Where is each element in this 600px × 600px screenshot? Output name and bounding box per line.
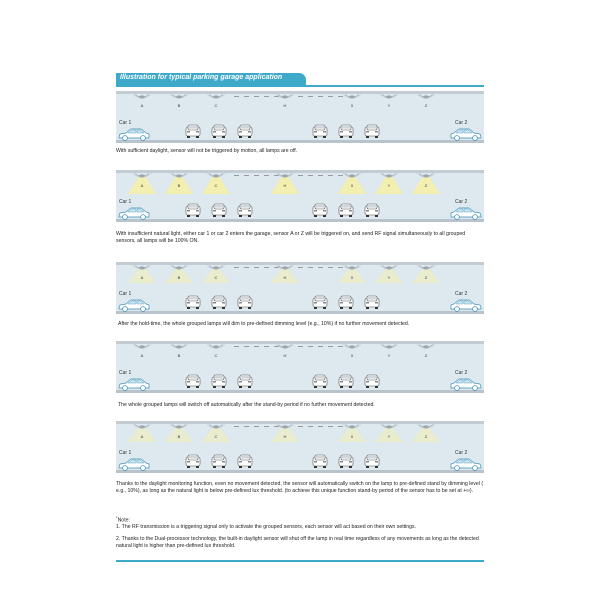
ceiling (116, 341, 484, 344)
ceiling-dash (298, 267, 303, 268)
garage-illustration (116, 170, 484, 222)
note-1: 1. The RF transmission is a triggering signal only to activate the grouped sensors, each sensor will act based on their own settings. (116, 524, 417, 530)
sensor-label: X (350, 183, 354, 188)
parked-car (186, 375, 200, 388)
parked-car (339, 455, 353, 468)
parked-car (212, 375, 226, 388)
ceiling-dash (254, 267, 259, 268)
ceiling-dash (234, 175, 239, 176)
sensor-label: Y (387, 183, 391, 188)
parked-car (313, 296, 327, 309)
parked-car (365, 296, 379, 309)
sensor-label: B (177, 275, 181, 280)
ceiling-dash (244, 346, 249, 347)
sensor-label: X (350, 275, 354, 280)
ceiling-dash (328, 267, 333, 268)
sensor-label: B (177, 353, 181, 358)
parked-car (238, 455, 252, 468)
scene-caption: After the hold-time, the whole grouped lamps will dim to pre-defined dimming level (e.g., 10%) if no further movement detected. (118, 321, 410, 327)
ceiling-dash (234, 96, 239, 97)
sensor-label: H (283, 275, 287, 280)
scene-diagram (116, 91, 484, 143)
car-2-label: Car 2 (455, 450, 468, 456)
ceiling (116, 170, 484, 173)
sensor-label: B (177, 434, 181, 439)
parked-car (339, 125, 353, 138)
ceiling-dash (318, 96, 323, 97)
sensor-label: Z (424, 353, 428, 358)
title-divider (116, 85, 484, 87)
scene-caption: The whole grouped lamps will switch off automatically after the stand-by period if no further movement detected. (118, 402, 375, 408)
ceiling-dash (338, 96, 343, 97)
sensor-label: H (283, 434, 287, 439)
sensor-label: C (214, 103, 218, 108)
note-title: *Note: (116, 515, 130, 524)
sensor-label: H (283, 103, 287, 108)
parked-car (313, 375, 327, 388)
sensor-label: Y (387, 103, 391, 108)
note-title-text: Note: (117, 517, 130, 524)
parked-car (365, 204, 379, 217)
ceiling-dash (244, 175, 249, 176)
scene-diagram (116, 170, 484, 222)
ceiling-dash (328, 175, 333, 176)
ceiling-dash (318, 426, 323, 427)
floor (116, 470, 484, 473)
ceiling-dash (298, 175, 303, 176)
car-1-label: Car 1 (119, 291, 132, 297)
sensor-label: A (140, 183, 144, 188)
page-title: Illustration for typical parking garage application (120, 74, 283, 81)
ceiling-dash (234, 346, 239, 347)
ceiling-dash (244, 96, 249, 97)
sensor-label: Y (387, 434, 391, 439)
sensor-label: C (214, 434, 218, 439)
sensor-label: A (140, 353, 144, 358)
scene-caption: Thanks to the daylight monitoring function, even no movement detected, the sensor will automatically switch on the lamp to pre-defined stand by dimming level ( e.g., 10%), as long as the natural light is below pre-defined lux threshold. (to achieve this unique function stand-by period of the sensor has to be set at +∞). (116, 481, 484, 495)
note-2: 2. Thanks to the Dual-processor technology, the built-in daylight sensor will shut off the lamp in real time regardless of any movements as long as the detected natural light is higher than pre-defined lux threshold. (116, 536, 479, 549)
ceiling-dash (264, 426, 269, 427)
ceiling-dash (254, 175, 259, 176)
ceiling-dash (338, 346, 343, 347)
parked-car (313, 125, 327, 138)
parked-car (313, 455, 327, 468)
ceiling-dash (234, 267, 239, 268)
ceiling-dash (308, 267, 313, 268)
ceiling-dash (328, 426, 333, 427)
parked-car (238, 296, 252, 309)
floor (116, 311, 484, 314)
ceiling-dash (338, 267, 343, 268)
car-2-label: Car 2 (455, 291, 468, 297)
sensor-label: B (177, 103, 181, 108)
garage-illustration (116, 421, 484, 473)
ceiling-dash (328, 96, 333, 97)
ceiling-dash (244, 426, 249, 427)
ceiling-dash (254, 96, 259, 97)
car-2-label: Car 2 (455, 199, 468, 205)
scene-diagram (116, 341, 484, 393)
scene-diagram (116, 262, 484, 314)
parked-car (339, 204, 353, 217)
garage-space (116, 94, 484, 140)
parked-car (212, 204, 226, 217)
sensor-label: C (214, 183, 218, 188)
ceiling-dash (318, 346, 323, 347)
car-2-label: Car 2 (455, 370, 468, 376)
car-1-label: Car 1 (119, 370, 132, 376)
ceiling-dash (264, 346, 269, 347)
garage-space (116, 344, 484, 390)
scene-caption: With insufficient natural light, either car 1 or car 2 enters the garage, sensor A or Z will be triggered on, and send RF signal simultaneously to all grouped sensors, all lamps will be 100% ON. (116, 231, 466, 245)
sensor-label: A (140, 434, 144, 439)
parked-car (365, 455, 379, 468)
parked-car (339, 375, 353, 388)
ceiling-dash (254, 426, 259, 427)
garage-illustration (116, 262, 484, 314)
ceiling-dash (338, 426, 343, 427)
parked-car (212, 296, 226, 309)
parked-car (365, 125, 379, 138)
bottom-divider (116, 560, 484, 562)
floor (116, 390, 484, 393)
ceiling-dash (254, 346, 259, 347)
ceiling-dash (338, 175, 343, 176)
ceiling-dash (308, 175, 313, 176)
sensor-label: Z (424, 434, 428, 439)
parked-car (238, 204, 252, 217)
ceiling-dash (264, 267, 269, 268)
ceiling-dash (234, 426, 239, 427)
car-1-label: Car 1 (119, 199, 132, 205)
scene-diagram (116, 421, 484, 473)
parked-car (186, 455, 200, 468)
ceiling (116, 91, 484, 94)
parked-car (238, 125, 252, 138)
ceiling (116, 421, 484, 424)
ceiling-dash (318, 175, 323, 176)
sensor-label: X (350, 103, 354, 108)
ceiling-dash (308, 346, 313, 347)
sensor-label: A (140, 275, 144, 280)
scene-caption: With sufficient daylight, sensor will not be triggered by motion, all lamps are off. (116, 148, 298, 154)
sensor-label: B (177, 183, 181, 188)
ceiling-dash (318, 267, 323, 268)
parked-car (186, 204, 200, 217)
parked-car (313, 204, 327, 217)
parked-car (339, 296, 353, 309)
sensor-label: X (350, 434, 354, 439)
sensor-label: Z (424, 103, 428, 108)
sensor-label: H (283, 353, 287, 358)
car-2-label: Car 2 (455, 120, 468, 126)
ceiling-dash (308, 96, 313, 97)
ceiling-dash (308, 426, 313, 427)
parked-car (238, 375, 252, 388)
parked-car (212, 455, 226, 468)
sensor-label: Y (387, 275, 391, 280)
ceiling-dash (298, 346, 303, 347)
ceiling-dash (298, 426, 303, 427)
sensor-label: Z (424, 275, 428, 280)
parked-car (186, 296, 200, 309)
ceiling-dash (244, 267, 249, 268)
sensor-label: Z (424, 183, 428, 188)
ceiling (116, 262, 484, 265)
ceiling-dash (298, 96, 303, 97)
parked-car (212, 125, 226, 138)
sensor-label: C (214, 353, 218, 358)
garage-illustration (116, 91, 484, 143)
ceiling-dash (328, 346, 333, 347)
ceiling-dash (264, 175, 269, 176)
sensor-label: C (214, 275, 218, 280)
floor (116, 140, 484, 143)
sensor-label: A (140, 103, 144, 108)
sensor-label: X (350, 353, 354, 358)
garage-illustration (116, 341, 484, 393)
car-1-label: Car 1 (119, 450, 132, 456)
sensor-label: H (283, 183, 287, 188)
parked-car (365, 375, 379, 388)
ceiling-dash (264, 96, 269, 97)
parked-car (186, 125, 200, 138)
car-1-label: Car 1 (119, 120, 132, 126)
sensor-label: Y (387, 353, 391, 358)
floor (116, 219, 484, 222)
